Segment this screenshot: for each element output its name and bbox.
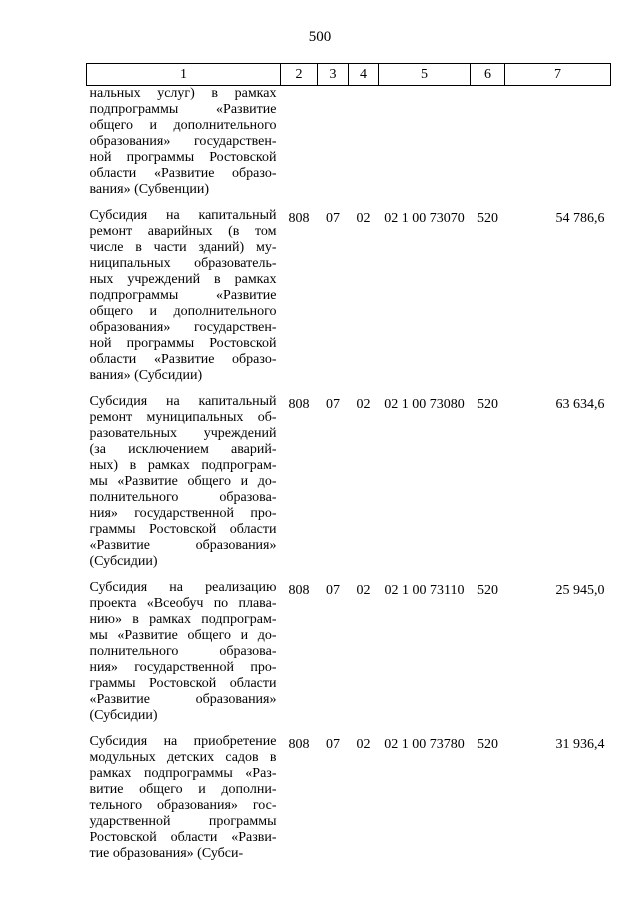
description-line: ремонт муниципальных об- (89, 410, 277, 425)
amount-value: 31 936,4 (555, 737, 605, 752)
header-col-4: 4 (349, 64, 379, 86)
description-line: граммы Ростовской области (89, 522, 277, 537)
description-line: вания» (Субсидии) (89, 368, 203, 383)
description-line: проекта «Всеобуч по плава- (89, 596, 277, 611)
description-line: Субсидия на реализацию (89, 580, 277, 595)
description-line: образования» государствен- (89, 320, 277, 335)
target-article-code: 02 1 00 73070 (384, 211, 465, 226)
header-row (87, 64, 611, 86)
ministry-code: 808 (288, 397, 310, 412)
amount-value (505, 86, 611, 199)
row-description (87, 580, 281, 724)
description-line: витие общего и дополни- (89, 782, 277, 797)
description-line: области «Развитие образо- (89, 352, 277, 367)
description-line: общего и дополнительного (89, 304, 277, 319)
header-col-3: 3 (318, 64, 349, 86)
description-line: ной программы Ростовской (89, 336, 277, 351)
header-col-7: 7 (505, 64, 611, 86)
row-spacer (87, 198, 611, 208)
header-col-5: 5 (379, 64, 471, 86)
row-description (87, 86, 281, 199)
description-line: нальных услуг) в рамках (89, 86, 277, 101)
description-line: ремонт аварийных (в том (89, 224, 277, 239)
table-row (87, 580, 611, 724)
description-line: полнительного образова- (89, 644, 277, 659)
description-line: рамках подпрограммы «Раз- (89, 766, 277, 781)
header-col-6: 6 (471, 64, 505, 86)
row-spacer (87, 570, 611, 580)
expense-type-code: 520 (477, 397, 498, 412)
description-line: ния» государственной про- (89, 506, 277, 521)
description-line: вания» (Субвенции) (89, 182, 210, 197)
description-line: «Развитие образования» (89, 692, 277, 707)
description-line: Субсидия на капитальный (89, 208, 277, 223)
row-description (87, 734, 281, 862)
row-spacer (87, 724, 611, 734)
description-line: Субсидия на капитальный (89, 394, 277, 409)
description-line: (за исключением аварий- (89, 442, 277, 457)
expense-type-code (471, 86, 505, 199)
table-row (87, 734, 611, 862)
description-line: нию» в рамках подпрограм- (89, 612, 277, 627)
section-code: 07 (326, 737, 340, 752)
description-line: ной программы Ростовской (89, 150, 277, 165)
description-line: ниципальных образователь- (89, 256, 277, 271)
row-description (87, 394, 281, 570)
section-code: 07 (326, 211, 340, 226)
target-article-code: 02 1 00 73110 (384, 583, 465, 598)
header-col-1: 1 (87, 64, 281, 86)
subsection-code: 02 (356, 737, 371, 752)
description-line: подпрограммы «Развитие (89, 288, 277, 303)
row-spacer-cell (87, 724, 611, 734)
table-row (87, 86, 611, 199)
description-line: модульных детских садов в (89, 750, 277, 765)
description-line: полнительного образова- (89, 490, 277, 505)
description-line: «Развитие образования» (89, 538, 277, 553)
table-row (87, 394, 611, 570)
description-line: ния» государственной про- (89, 660, 277, 675)
description-line: общего и дополнительного (89, 118, 277, 133)
description-line: числе в части зданий) му- (89, 240, 277, 255)
description-line: ных учреждений в рамках (89, 272, 277, 287)
table-header (87, 64, 611, 86)
description-line: тельного образования» гос- (89, 798, 277, 813)
subsection-code (349, 86, 379, 199)
expense-type-code: 520 (477, 211, 498, 226)
row-spacer (87, 384, 611, 394)
expense-type-code: 520 (477, 737, 498, 752)
ministry-code: 808 (288, 737, 310, 752)
description-line: граммы Ростовской области (89, 676, 277, 691)
section-code (318, 86, 349, 199)
budget-table (86, 63, 611, 862)
description-line: (Субсидии) (89, 708, 158, 723)
target-article-code (379, 86, 471, 199)
ministry-code (281, 86, 318, 199)
row-spacer-cell (87, 570, 611, 580)
description-line: тие образования» (Субси- (89, 846, 244, 861)
row-spacer-cell (87, 384, 611, 394)
description-line: ных) в рамках подпрограм- (89, 458, 277, 473)
description-line: подпрограммы «Развитие (89, 102, 277, 117)
table-body (87, 86, 611, 863)
subsection-code: 02 (356, 397, 371, 412)
description-line: (Субсидии) (89, 554, 158, 569)
header-col-2: 2 (281, 64, 318, 86)
amount-value: 63 634,6 (555, 397, 605, 412)
target-article-code: 02 1 00 73780 (384, 737, 465, 752)
description-line: области «Развитие образо- (89, 166, 277, 181)
section-code: 07 (326, 397, 340, 412)
amount-value: 25 945,0 (555, 583, 605, 598)
description-line: образования» государствен- (89, 134, 277, 149)
expense-type-code: 520 (477, 583, 498, 598)
amount-value: 54 786,6 (555, 211, 605, 226)
description-line: Субсидия на приобретение (89, 734, 277, 749)
section-code: 07 (326, 583, 340, 598)
ministry-code: 808 (288, 211, 310, 226)
target-article-code: 02 1 00 73080 (384, 397, 465, 412)
description-line: Ростовской области «Разви- (89, 830, 277, 845)
row-spacer-cell (87, 198, 611, 208)
subsection-code: 02 (356, 583, 371, 598)
table-row (87, 208, 611, 384)
description-line: мы «Развитие общего и до- (89, 628, 277, 643)
description-line: разовательных учреждений (89, 426, 277, 441)
row-description (87, 208, 281, 384)
description-line: мы «Развитие общего и до- (89, 474, 277, 489)
page-number: 500 (308, 29, 332, 45)
description-line: ударственной программы (89, 814, 277, 829)
subsection-code: 02 (356, 211, 371, 226)
ministry-code: 808 (288, 583, 310, 598)
